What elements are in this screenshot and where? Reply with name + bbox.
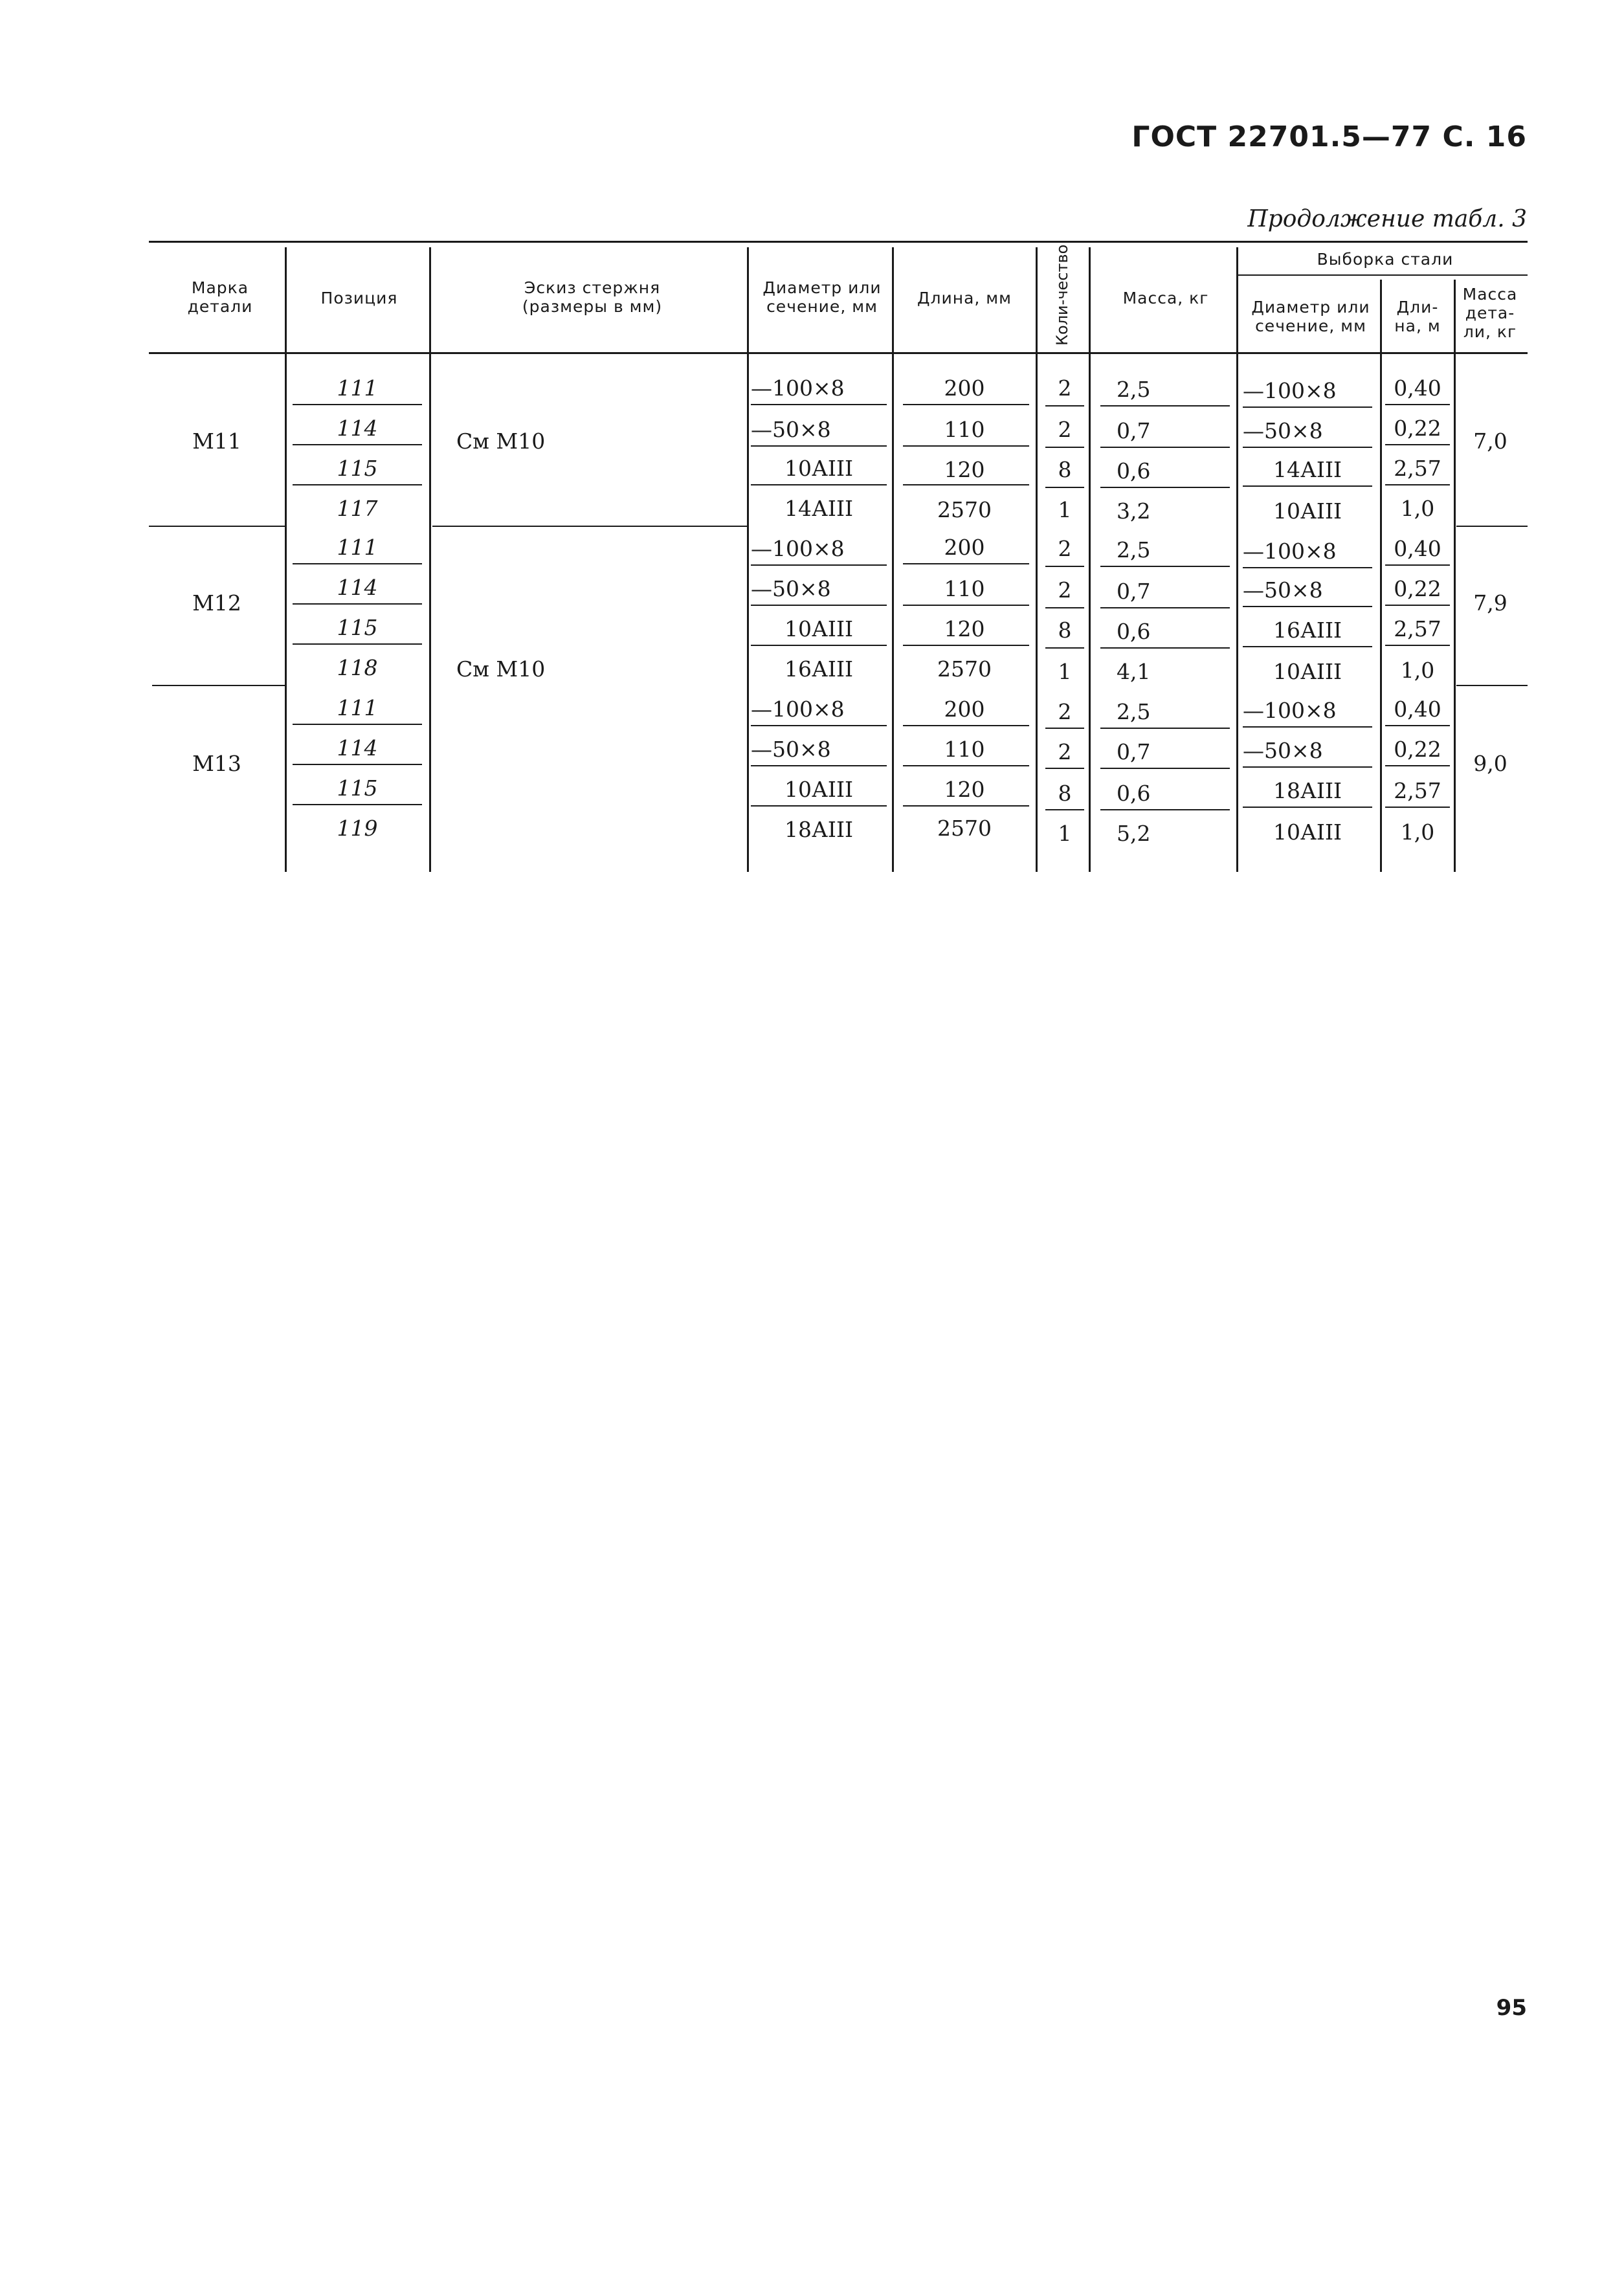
quantity-cell: 2 (1058, 536, 1072, 561)
mass-cell: 5,2 (1117, 821, 1151, 846)
length-underline (903, 805, 1029, 807)
position-cell: 118 (337, 655, 378, 680)
position-underline (293, 563, 422, 564)
mass-cell: 2,5 (1117, 377, 1151, 402)
position-cell: 114 (337, 735, 378, 761)
position-underline (293, 764, 422, 765)
position-underline (293, 804, 422, 805)
sel-length-cell: 0,40 (1394, 375, 1441, 401)
page-header: ГОСТ 22701.5—77 С. 16 (1131, 120, 1527, 153)
mass-underline (1100, 647, 1230, 649)
position-underline (293, 603, 422, 605)
quantity-underline (1045, 405, 1084, 406)
sel-diameter-cell: 10АIII (1273, 819, 1342, 845)
position-cell: 115 (337, 456, 378, 481)
length-cell: 2570 (937, 816, 992, 841)
diameter-underline (751, 725, 887, 726)
position-cell: 115 (337, 615, 378, 640)
header-sel-diameter: Диаметр или сечение, мм (1251, 298, 1370, 335)
header-position: Позиция (320, 289, 398, 307)
sel-length-cell: 0,22 (1394, 737, 1441, 762)
group-rule-2-right (1456, 685, 1528, 686)
diameter-cell: —100×8 (751, 375, 845, 401)
col-divider-1 (285, 247, 287, 872)
quantity-cell: 1 (1058, 497, 1072, 522)
mass-cell: 0,6 (1117, 781, 1151, 806)
diameter-underline (751, 805, 887, 807)
mass-cell: 0,6 (1117, 458, 1151, 484)
sel-length-underline (1385, 807, 1450, 808)
length-cell: 200 (944, 535, 985, 560)
sel-length-underline (1385, 765, 1450, 766)
mass-cell: 3,2 (1117, 498, 1151, 524)
length-cell: 200 (944, 696, 985, 722)
quantity-cell: 8 (1058, 457, 1072, 482)
sel-diameter-underline (1243, 406, 1372, 408)
sketch-reference: См М10 (456, 429, 546, 454)
col-divider-8 (1380, 280, 1382, 872)
mass-underline (1100, 809, 1230, 810)
sel-diameter-underline (1243, 447, 1372, 448)
position-cell: 111 (337, 535, 378, 560)
diameter-cell: —50×8 (751, 417, 831, 442)
sel-diameter-cell: 10АIII (1273, 659, 1342, 684)
quantity-cell: 8 (1058, 618, 1072, 643)
detail-mass-cell: 7,0 (1473, 429, 1507, 454)
quantity-underline (1045, 728, 1084, 729)
length-underline (903, 725, 1029, 726)
sel-length-underline (1385, 645, 1450, 646)
sel-diameter-underline (1243, 726, 1372, 728)
diameter-underline (751, 445, 887, 447)
diameter-underline (751, 484, 887, 485)
diameter-cell: 18АIII (784, 817, 854, 842)
mass-underline (1100, 768, 1230, 769)
sel-length-underline (1385, 605, 1450, 606)
mass-cell: 0,7 (1117, 739, 1151, 764)
sel-diameter-cell: —50×8 (1243, 577, 1323, 603)
sel-diameter-cell: 10АIII (1273, 498, 1342, 524)
mass-cell: 0,7 (1117, 418, 1151, 443)
mark-cell: М13 (192, 751, 241, 776)
diameter-cell: —100×8 (751, 536, 845, 561)
header-quantity: Коли-чество (1053, 244, 1071, 346)
position-cell: 111 (337, 375, 378, 401)
position-underline (293, 484, 422, 485)
length-underline (903, 445, 1029, 447)
sel-diameter-cell: —100×8 (1243, 698, 1337, 723)
quantity-cell: 2 (1058, 739, 1072, 764)
quantity-cell: 2 (1058, 577, 1072, 603)
length-cell: 2570 (937, 497, 992, 522)
quantity-cell: 2 (1058, 417, 1072, 442)
sel-length-underline (1385, 404, 1450, 405)
length-cell: 120 (944, 616, 985, 641)
header-length: Длина, мм (917, 289, 1012, 307)
position-underline (293, 404, 422, 405)
sel-diameter-underline (1243, 646, 1372, 647)
length-cell: 120 (944, 777, 985, 802)
group-rule-1-sketch (432, 526, 747, 527)
position-cell: 119 (337, 816, 378, 841)
diameter-underline (751, 564, 887, 566)
mass-cell: 2,5 (1117, 699, 1151, 724)
position-underline (293, 444, 422, 445)
diameter-cell: —100×8 (751, 696, 845, 722)
quantity-underline (1045, 647, 1084, 649)
length-cell: 2570 (937, 656, 992, 682)
col-divider-2 (429, 247, 431, 872)
quantity-cell: 1 (1058, 659, 1072, 684)
col-divider-4 (892, 247, 894, 872)
position-cell: 115 (337, 775, 378, 801)
mass-underline (1100, 405, 1230, 406)
position-cell: 111 (337, 695, 378, 720)
header-mass: Масса, кг (1122, 289, 1209, 307)
length-underline (903, 605, 1029, 606)
length-cell: 200 (944, 375, 985, 401)
mark-cell: М11 (192, 429, 241, 454)
length-underline (903, 563, 1029, 564)
mass-cell: 4,1 (1117, 659, 1151, 684)
sel-diameter-underline (1243, 606, 1372, 607)
col-divider-3 (747, 247, 749, 872)
mass-cell: 0,6 (1117, 619, 1151, 644)
sel-diameter-underline (1243, 485, 1372, 487)
detail-mass-cell: 7,9 (1473, 590, 1507, 616)
sketch-reference: См М10 (456, 656, 546, 682)
diameter-underline (751, 404, 887, 405)
header-detail-mass: Масса дета-ли, кг (1462, 285, 1518, 341)
mass-underline (1100, 487, 1230, 488)
sel-length-cell: 2,57 (1394, 778, 1441, 803)
sel-length-cell: 2,57 (1394, 616, 1441, 641)
mass-cell: 2,5 (1117, 537, 1151, 562)
page-number: 95 (1496, 1995, 1527, 2021)
position-cell: 114 (337, 416, 378, 441)
diameter-cell: —50×8 (751, 737, 831, 762)
sel-diameter-cell: —50×8 (1243, 418, 1323, 443)
diameter-underline (751, 605, 887, 606)
col-divider-7 (1236, 247, 1238, 872)
sel-diameter-cell: —50×8 (1243, 738, 1323, 763)
quantity-underline (1045, 607, 1084, 608)
col-divider-5 (1036, 247, 1038, 872)
sel-diameter-underline (1243, 567, 1372, 568)
sel-diameter-cell: —100×8 (1243, 378, 1337, 403)
header-bottom-rule (149, 352, 1528, 354)
sel-diameter-cell: 14АIII (1273, 457, 1342, 482)
diameter-cell: —50×8 (751, 576, 831, 601)
quantity-cell: 8 (1058, 781, 1072, 806)
diameter-cell: 14АIII (784, 496, 854, 521)
position-cell: 117 (337, 496, 378, 521)
position-cell: 114 (337, 575, 378, 600)
length-underline (903, 484, 1029, 485)
length-cell: 110 (944, 576, 985, 601)
quantity-underline (1045, 447, 1084, 448)
sel-length-underline (1385, 444, 1450, 445)
sel-length-cell: 0,22 (1394, 576, 1441, 601)
sel-length-underline (1385, 564, 1450, 566)
steel-spec-table (149, 241, 1528, 875)
quantity-underline (1045, 768, 1084, 769)
group-rule-2-left (152, 685, 285, 686)
header-selection-group: Выборка стали (1317, 250, 1454, 269)
sel-length-cell: 0,22 (1394, 416, 1441, 441)
position-underline (293, 643, 422, 645)
table-continuation-caption: Продолжение табл. 3 (1247, 206, 1527, 232)
quantity-underline (1045, 809, 1084, 810)
diameter-cell: 10АIII (784, 777, 854, 802)
diameter-cell: 16АIII (784, 656, 854, 682)
sel-length-cell: 0,40 (1394, 536, 1441, 561)
sel-length-cell: 1,0 (1400, 819, 1435, 845)
detail-mass-cell: 9,0 (1473, 751, 1507, 776)
mass-underline (1100, 447, 1230, 448)
mass-underline (1100, 566, 1230, 567)
group-rule-1-right (1456, 526, 1528, 527)
diameter-underline (751, 765, 887, 766)
header-mark: Марка детали (187, 278, 253, 316)
header-sketch: Эскиз стержня (размеры в мм) (522, 278, 663, 316)
length-underline (903, 765, 1029, 766)
quantity-cell: 2 (1058, 375, 1072, 401)
quantity-cell: 2 (1058, 699, 1072, 724)
col-divider-6 (1089, 247, 1091, 872)
sel-diameter-cell: 18АIII (1273, 778, 1342, 803)
mass-underline (1100, 728, 1230, 729)
table-top-rule (149, 241, 1528, 243)
length-cell: 110 (944, 737, 985, 762)
diameter-cell: 10АIII (784, 616, 854, 641)
sel-length-cell: 2,57 (1394, 456, 1441, 481)
sel-length-cell: 0,40 (1394, 696, 1441, 722)
quantity-cell: 1 (1058, 821, 1072, 846)
mark-cell: М12 (192, 590, 241, 616)
diameter-underline (751, 645, 887, 646)
sel-length-underline (1385, 484, 1450, 485)
col-divider-9 (1454, 280, 1456, 872)
sel-diameter-cell: 16АIII (1273, 618, 1342, 643)
header-diameter: Диаметр или сечение, мм (762, 278, 882, 316)
sel-length-underline (1385, 725, 1450, 726)
selection-group-rule (1238, 274, 1528, 276)
sel-length-cell: 1,0 (1400, 658, 1435, 683)
mass-cell: 0,7 (1117, 579, 1151, 604)
length-underline (903, 645, 1029, 646)
header-sel-length: Дли-на, м (1394, 298, 1441, 335)
sel-diameter-cell: —100×8 (1243, 539, 1337, 564)
group-rule-1-left (149, 526, 285, 527)
quantity-underline (1045, 566, 1084, 567)
sel-diameter-underline (1243, 807, 1372, 808)
length-cell: 120 (944, 457, 985, 482)
length-cell: 110 (944, 417, 985, 442)
sel-length-cell: 1,0 (1400, 496, 1435, 521)
quantity-underline (1045, 487, 1084, 488)
mass-underline (1100, 607, 1230, 608)
length-underline (903, 404, 1029, 405)
sel-diameter-underline (1243, 766, 1372, 768)
diameter-cell: 10АIII (784, 456, 854, 481)
position-underline (293, 724, 422, 725)
